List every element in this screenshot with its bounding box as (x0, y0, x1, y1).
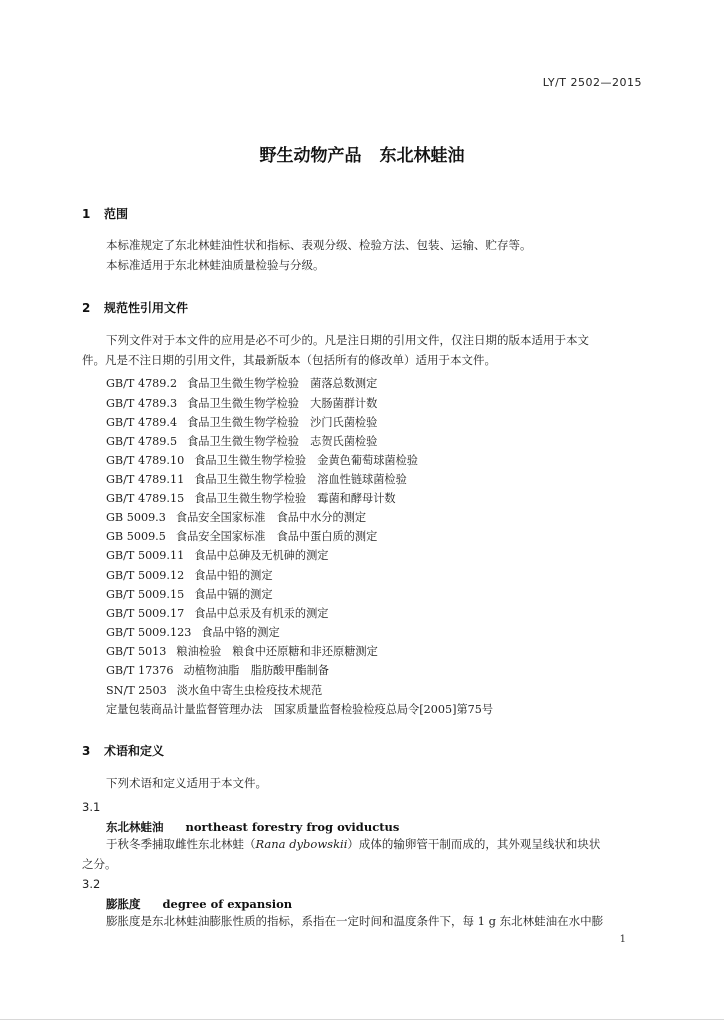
definition-text: 于秋冬季捕取雌性东北林蛙（ (106, 837, 256, 851)
reference-code: GB/T 5009.15 (106, 588, 185, 601)
document-title (0, 141, 724, 166)
reference-item (106, 567, 273, 583)
definition-text: ）成体的输卵管干制而成的，其外观呈线状和块状 (347, 837, 601, 851)
reference-title: 食品卫生微生物学检验 大肠菌群计数 (187, 397, 378, 410)
reference-item (106, 605, 328, 621)
term-en: degree of expansion (162, 897, 293, 911)
term-en: northeast forestry frog oviductus (185, 820, 400, 834)
latin-name: Rana dybowskii (255, 837, 348, 851)
term-zh: 膨胀度 (106, 897, 141, 911)
section-1-heading (82, 205, 128, 222)
reference-code: GB/T 4789.2 (106, 377, 178, 390)
reference-title: 食品中总汞及有机汞的测定 (194, 607, 329, 620)
reference-code: GB/T 4789.10 (106, 454, 185, 467)
reference-code: GB/T 5009.11 (106, 549, 185, 562)
reference-code: GB 5009.3 (106, 511, 166, 524)
reference-title: 食品卫生微生物学检验 菌落总数测定 (187, 377, 378, 390)
section-title: 术语和定义 (104, 744, 165, 758)
reference-code: GB/T 4789.15 (106, 492, 185, 505)
reference-code: GB/T 5009.17 (106, 607, 185, 620)
reference-item (106, 395, 377, 411)
reference-title: 动植物油脂 脂肪酸甲酯制备 (183, 664, 329, 677)
reference-code: SN/T 2503 (106, 684, 167, 697)
reference-item (106, 375, 377, 391)
section-number: 3 (82, 744, 91, 758)
references-intro-line-2: 件。凡是不注日期的引用文件，其最新版本（包括所有的修改单）适用于本文件。 (82, 353, 496, 367)
reference-code: GB/T 5009.12 (106, 569, 185, 582)
reference-item (106, 490, 396, 506)
reference-code: GB/T 5009.123 (106, 626, 192, 639)
term-heading (106, 896, 292, 912)
reference-title: 定量包装商品计量监督管理办法 国家质量监督检验检疫总局令[2005]第75号 (106, 703, 494, 716)
reference-title: 粮油检验 粮食中还原糖和非还原糖测定 (176, 645, 378, 658)
section-3-heading (82, 742, 164, 759)
reference-title: 食品卫生微生物学检验 金黄色葡萄球菌检验 (194, 454, 418, 467)
reference-code: GB 5009.5 (106, 530, 166, 543)
term-number: 3.1 (82, 800, 101, 814)
reference-code: GB/T 4789.11 (106, 473, 185, 486)
standard-code: LY/T 2502—2015 (542, 76, 642, 89)
scope-line-1: 本标准规定了东北林蛙油性状和指标、表观分级、检验方法、包装、运输、贮存等。 (106, 238, 532, 252)
reference-title: 食品卫生微生物学检验 溶血性链球菌检验 (194, 473, 407, 486)
reference-item (106, 509, 366, 525)
reference-item (106, 624, 280, 640)
scope-line-2: 本标准适用于东北林蛙油质量检验与分级。 (106, 258, 325, 272)
reference-title: 淡水鱼中寄生虫检疫技术规范 (176, 684, 323, 697)
reference-title: 食品卫生微生物学检验 志贺氏菌检验 (187, 435, 378, 448)
terms-intro: 下列术语和定义适用于本文件。 (106, 776, 267, 790)
reference-title: 食品中铬的测定 (201, 626, 280, 639)
reference-item (106, 471, 407, 487)
term-definition-line-1 (106, 835, 600, 854)
reference-item (106, 414, 377, 430)
reference-item (106, 547, 328, 563)
reference-code: GB/T 17376 (106, 664, 174, 677)
reference-item (106, 528, 377, 544)
reference-item (106, 643, 378, 659)
reference-title: 食品卫生微生物学检验 霉菌和酵母计数 (194, 492, 396, 505)
term-heading (106, 819, 399, 835)
reference-title: 食品中镉的测定 (194, 588, 273, 601)
reference-code: GB/T 4789.3 (106, 397, 178, 410)
reference-item (106, 586, 273, 602)
section-title: 范围 (104, 207, 129, 221)
reference-code: GB/T 4789.4 (106, 416, 178, 429)
reference-code: GB/T 5013 (106, 645, 167, 658)
reference-title: 食品中总砷及无机砷的测定 (194, 549, 329, 562)
reference-title: 食品安全国家标准 食品中蛋白质的测定 (175, 530, 378, 543)
reference-title: 食品中铅的测定 (194, 569, 273, 582)
reference-item (106, 452, 418, 468)
reference-item (106, 662, 329, 678)
term-definition-line-2: 之分。 (82, 857, 117, 871)
section-title: 规范性引用文件 (104, 301, 189, 315)
reference-item (106, 433, 377, 449)
reference-item (106, 701, 493, 717)
page-number: 1 (619, 934, 626, 945)
reference-title: 食品卫生微生物学检验 沙门氏菌检验 (187, 416, 378, 429)
section-number: 2 (82, 301, 91, 315)
title-part1: 野生动物产品 (259, 146, 362, 166)
reference-title: 食品安全国家标准 食品中水分的测定 (175, 511, 367, 524)
section-2-heading (82, 299, 188, 316)
references-intro-line-1: 下列文件对于本文件的应用是必不可少的。凡是注日期的引用文件，仅注日期的版本适用于本文 (106, 333, 589, 347)
term-number: 3.2 (82, 877, 101, 891)
reference-code: GB/T 4789.5 (106, 435, 178, 448)
section-number: 1 (82, 207, 91, 221)
reference-item (106, 682, 322, 698)
term-definition-line-1: 膨胀度是东北林蛙油膨胀性质的指标，系指在一定时间和温度条件下，每 1 g 东北林蛙油在水中膨 (106, 914, 604, 928)
term-zh: 东北林蛙油 (106, 820, 164, 834)
bottom-divider (0, 1019, 724, 1020)
title-part2: 东北林蛙油 (379, 146, 465, 166)
